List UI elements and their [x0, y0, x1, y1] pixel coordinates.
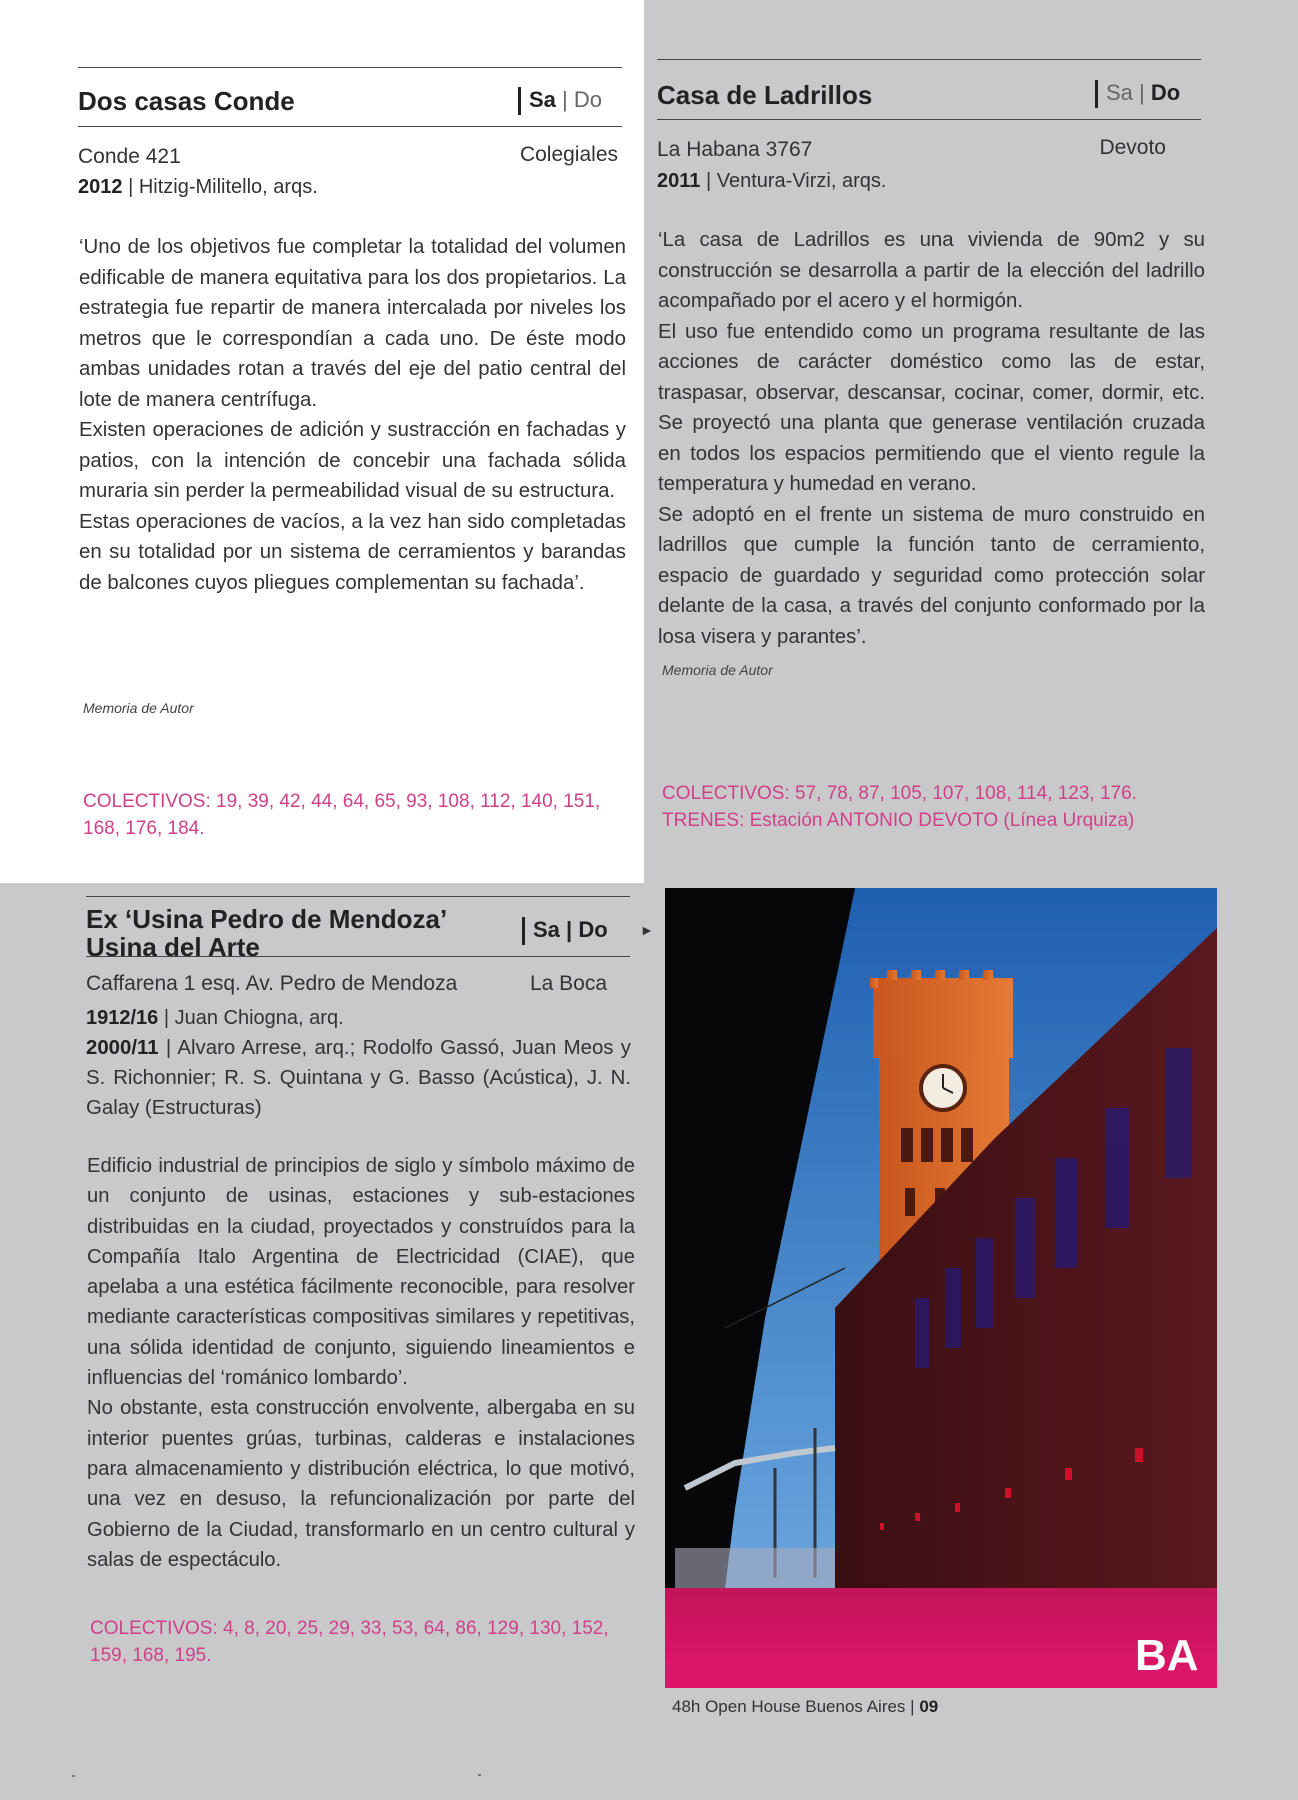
year-credit: 2012 | Hitzig-Militello, arqs.	[78, 176, 318, 198]
year-credit: 2000/11 | Alvaro Arrese, arq.; Rodolfo Gassó, Juan Meos y S. Richonnier; R. S. Quintana y G. Basso (Acústica), J. N. Galay (Estructuras)	[86, 1037, 631, 1119]
year: 1912/16	[86, 1007, 159, 1029]
day-sa: Sa	[529, 87, 556, 112]
days-badge	[522, 917, 608, 945]
body-paragraph: Existen operaciones de adición y sustracción en fachadas y patios, con la intención de concebir una fachada sólida muraria sin perder la permeabilidad visual de su estructura.	[79, 419, 626, 502]
entry-body	[658, 225, 1205, 652]
entry-title: Casa de Ladrillos	[657, 80, 873, 110]
year: 2011	[657, 170, 701, 192]
days-bar	[1095, 80, 1098, 108]
title-line-1: Ex ‘Usina Pedro de Mendoza’	[86, 904, 448, 934]
day-sa: Sa	[1106, 80, 1133, 105]
distant-structures	[675, 1548, 835, 1588]
day-do: Do	[1150, 80, 1181, 105]
year: 2012	[78, 176, 123, 198]
body-paragraph: ‘Uno de los objetivos fue completar la totalidad del volumen edificable de manera equitativa para los dos propietarios. La estrategia fue repartir de manera intercalada por niveles los metros que le correspondían a cada uno. De éste modo ambas unidades rotan a través del eje del patio central del lote de manera centrífuga.	[79, 236, 626, 411]
year: 2000/11	[86, 1037, 159, 1059]
page-footer	[672, 1697, 938, 1717]
usina-photo-illustration	[665, 888, 1217, 1688]
year-credit: 1912/16 | Juan Chiogna, arq.	[86, 1007, 344, 1029]
publication-name: 48h Open House Buenos Aires	[672, 1697, 906, 1716]
scan-speck	[478, 1774, 481, 1776]
top-rule	[657, 59, 1201, 60]
body-paragraph: ‘La casa de Ladrillos es una vivienda de 90m2 y su construcción se desarrolla a partir de la elección del ladrillo acompañado por el acero y el hormigón.	[658, 229, 1205, 312]
entry-body	[79, 232, 626, 598]
entry-body	[87, 1151, 635, 1575]
architects: Hitzig-Militello, arqs.	[138, 176, 318, 198]
architects: Ventura-Virzi, arqs.	[716, 170, 887, 192]
usina-photo	[665, 888, 1217, 1688]
memoria-label: Memoria de Autor	[662, 662, 773, 678]
days-bar	[518, 87, 521, 115]
body-paragraph: Edificio industrial de principios de siglo y símbolo máximo de un conjunto de usinas, estaciones y sub-estaciones distribuidas en la ciudad, proyectados y construídos para la Compañía Italo Argentina de Electricidad (CIAE), que apelaba a una estética fácilmente reconocible, para resolver mediante características compositivas similares y repetitivas, una sólida identidad de conjunto, siguiendo lineamientos e influencias del ‘románico lombardo’.	[87, 1155, 635, 1390]
days-badge	[1095, 80, 1180, 108]
neighborhood: Devoto	[1099, 136, 1166, 159]
colectivos-list: COLECTIVOS: 57, 78, 87, 105, 107, 108, 114, 123, 176.	[662, 783, 1137, 804]
architects: Juan Chiogna, arq.	[174, 1007, 344, 1029]
trenes-info: TRENES: Estación ANTONIO DEVOTO (Línea Urquiza)	[662, 810, 1135, 831]
days-separator: |	[562, 87, 568, 112]
day-do: Do	[573, 87, 603, 112]
title-rule	[657, 119, 1201, 120]
address: La Habana 3767	[657, 138, 813, 161]
year-credit: 2011 | Ventura-Virzi, arqs.	[657, 170, 887, 192]
day-do: Do	[578, 917, 608, 942]
play-arrow-icon: ►	[640, 922, 654, 938]
transit-info	[83, 788, 628, 842]
top-rule	[86, 896, 630, 897]
neighborhood: Colegiales	[519, 143, 618, 166]
address: Conde 421	[78, 145, 181, 168]
top-rule	[78, 67, 622, 68]
body-paragraph: El uso fue entendido como un programa resultante de las acciones de carácter doméstico como las de estar, traspasar, observar, descansar, cocinar, comer, dormir, etc. Se proyectó una planta que generase ventilación cruzada en todos los espacios permitiendo que el viento regule la temperatura y humedad en verano.	[658, 320, 1205, 495]
neighborhood: La Boca	[529, 972, 607, 995]
days-separator: |	[566, 917, 573, 942]
body-paragraph: Se adoptó en el frente un sistema de muro construido en ladrillos que cumple la función tanto de cerramiento, espacio de guardado y seguridad como protección solar delante de la casa, a través del conjunto conformado por la losa visera y parantes’.	[658, 503, 1205, 648]
day-sa: Sa	[533, 917, 560, 942]
days-bar	[522, 917, 525, 945]
title-rule	[86, 956, 630, 957]
page-number: 09	[919, 1697, 939, 1716]
address: Caffarena 1 esq. Av. Pedro de Mendoza	[86, 972, 458, 995]
entry-title	[86, 905, 447, 961]
entry-title: Dos casas Conde	[78, 86, 295, 116]
transit-info	[90, 1615, 638, 1669]
colectivos-list: COLECTIVOS: 4, 8, 20, 25, 29, 33, 53, 64, 86, 129, 130, 152, 159, 168, 195.	[90, 1618, 609, 1666]
footer-separator: |	[910, 1697, 915, 1716]
architects: Alvaro Arrese, arq.; Rodolfo Gassó, Juan Meos y S. Richonnier; R. S. Quintana y G. Basso (Acústica), J. N. Galay (Estructuras)	[86, 1037, 631, 1119]
scan-speck	[72, 1775, 75, 1777]
title-line-2: Usina del Arte	[86, 932, 260, 962]
colectivos-list: COLECTIVOS: 19, 39, 42, 44, 64, 65, 93, 108, 112, 140, 151, 168, 176, 184.	[83, 791, 601, 839]
transit-info	[662, 780, 1222, 834]
days-separator: |	[1139, 80, 1145, 105]
title-rule	[78, 126, 622, 127]
ba-logo: BA	[1135, 1631, 1199, 1680]
memoria-label: Memoria de Autor	[83, 700, 194, 716]
body-paragraph: Estas operaciones de vacíos, a la vez han sido completadas en su totalidad por un sistema de cerramientos y barandas de balcones cuyos pliegues complementan su fachada’.	[79, 510, 626, 594]
body-paragraph: No obstante, esta construcción envolvente, albergaba en su interior puentes grúas, turbinas, calderas e instalaciones para almacenamiento y distribución eléctrica, lo que motivó, una vez en desuso, la refuncionalización por parte del Gobierno de la Ciudad, transformarlo en un centro cultural y salas de espectáculo.	[87, 1397, 635, 1571]
days-badge	[518, 87, 602, 115]
